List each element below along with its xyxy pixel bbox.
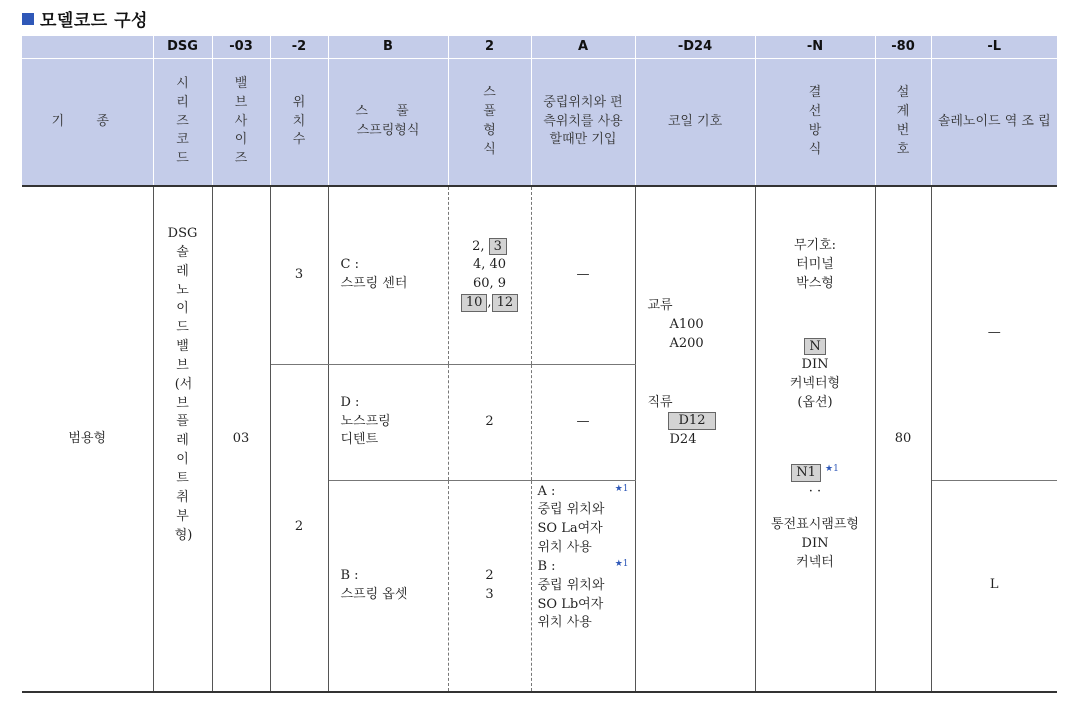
kijong-value: 범용형 <box>22 186 153 692</box>
row1-neutral: — <box>531 186 635 364</box>
code-series: DSG <box>153 36 212 59</box>
header-wiring: 결선방식 <box>755 59 875 187</box>
header-coil: 코일 기호 <box>635 59 755 187</box>
row1-spring: 2, 3 4, 40 60, 9 10 , 12 <box>448 186 531 364</box>
row3-neutral: A : ★1 중립 위치와 SO La여자 위치 사용 B : ★1 중립 위치와 SO Lb여자 위치 사용 <box>531 480 635 692</box>
row3-spool: B : 스프링 옵셋 <box>328 480 448 692</box>
code-header-blank <box>22 36 153 59</box>
description-row <box>22 59 1057 187</box>
row3-spring: 2 3 <box>448 480 531 692</box>
pos-3-value: 3 <box>270 186 328 364</box>
section-title: 모델코드 구성 <box>22 6 148 31</box>
size-value: 03 <box>212 186 270 692</box>
code-spool: B <box>328 36 448 59</box>
header-neutral: 중립위치와 편측위치를 사용할때만 기입 <box>531 59 635 187</box>
model-code-table <box>22 36 1057 693</box>
body-row-1 <box>22 186 1057 364</box>
square-bullet-icon <box>22 13 34 25</box>
header-solenoid: 솔레노이드 역 조 립 <box>931 59 1057 187</box>
header-design: 설계번호 <box>875 59 931 187</box>
row1-spool: C : 스프링 센터 <box>328 186 448 364</box>
code-row <box>22 36 1057 59</box>
row2-spring: 2 <box>448 364 531 480</box>
design-value: 80 <box>875 186 931 692</box>
wiring-cell: 무기호: 터미널 박스형 N DIN 커넥터형 (옵션) N1 $^{★1}$ · · 통전표시램프형 DIN 커넥터 <box>755 186 875 692</box>
code-positions: -2 <box>270 36 328 59</box>
header-spool: 스 풀 스프링형식 <box>328 59 448 187</box>
header-spring: 스풀형식 <box>448 59 531 187</box>
coil-cell: 교류 A100 A200 직류 D12 D24 <box>635 186 755 692</box>
row1-solenoid: — <box>931 186 1057 480</box>
code-wiring: -N <box>755 36 875 59</box>
pos-2-value: 2 <box>270 364 328 692</box>
header-positions: 위치수 <box>270 59 328 187</box>
code-size: -03 <box>212 36 270 59</box>
code-coil: -D24 <box>635 36 755 59</box>
header-kijong: 기 종 <box>22 59 153 187</box>
row3-solenoid: L <box>931 480 1057 692</box>
series-desc: DSG 솔레노이드밸브(서브플레이트취부형) <box>153 186 212 692</box>
row2-neutral: — <box>531 364 635 480</box>
header-size: 밸브사이즈 <box>212 59 270 187</box>
row2-spool: D : 노스프링 디텐트 <box>328 364 448 480</box>
code-neutral: A <box>531 36 635 59</box>
header-series: 시리즈코드 <box>153 59 212 187</box>
code-solenoid: -L <box>931 36 1057 59</box>
code-spring: 2 <box>448 36 531 59</box>
code-design: -80 <box>875 36 931 59</box>
